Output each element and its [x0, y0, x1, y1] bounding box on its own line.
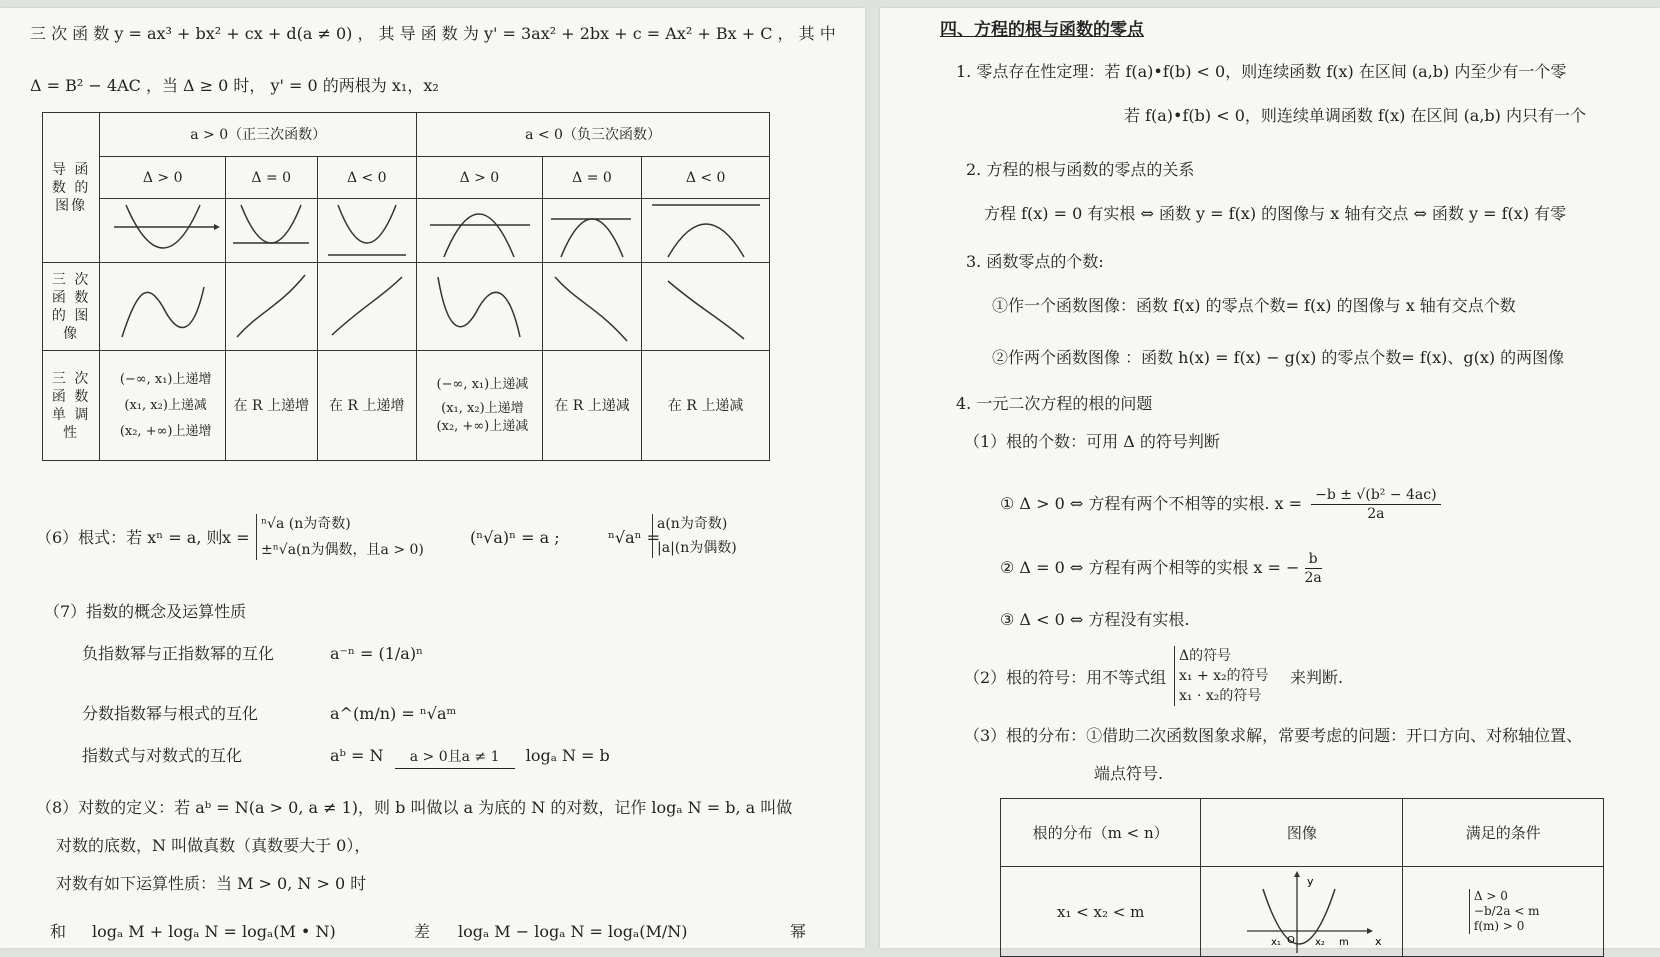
s8-line2: 对数的底数，N 叫做真数（真数要大于 0）， — [56, 836, 371, 855]
mono-cell-1: (−∞, x₁)上递增 (x₁, x₂)上递减 (x₂, +∞)上递增 — [100, 351, 226, 461]
rtab-header-2: 图像 — [1201, 799, 1403, 867]
delta-neg-1: Δ < 0 — [317, 157, 417, 199]
delta-pos-2: Δ > 0 — [417, 157, 543, 199]
s8-line4-a: 和 — [50, 922, 67, 941]
row-label-monotonic: 三 次 函 数 单 调性 — [43, 351, 100, 461]
deriv-graph-1 — [100, 199, 226, 263]
s6-rcases: a(n为奇数) |a|(n为偶数) — [650, 514, 737, 558]
graph-o-label: O — [1286, 934, 1295, 946]
graph-m-label: m — [1338, 936, 1349, 948]
header-negative: a < 0（负三次函数） — [417, 113, 770, 157]
cubic-graph-3 — [317, 263, 417, 351]
root-distribution-table — [1000, 798, 1604, 957]
s8-line4-e: 幂 — [790, 922, 807, 941]
p3a: ①作一个函数图像：函数 f(x) 的零点个数= f(x) 的图像与 x 轴有交点个数 — [992, 296, 1516, 315]
mono-cell-2: 在 R 上递增 — [226, 351, 318, 461]
s6-x: x = — [222, 528, 250, 547]
graph-y-label: y — [1306, 874, 1314, 888]
delta-pos-1: Δ > 0 — [100, 157, 226, 199]
rtab-r1-graph — [1201, 867, 1403, 957]
cubic-graph-6 — [642, 263, 770, 351]
delta-zero-1: Δ = 0 — [226, 157, 318, 199]
s6-label: （6）根式：若 xⁿ = a, 则 — [36, 528, 223, 547]
p4-2-tail: 来判断. — [1290, 668, 1344, 687]
bidirectional-arrow: a > 0且a ≠ 1 — [395, 747, 515, 767]
s7-row2-label: 分数指数幂与根式的互化 — [82, 704, 259, 723]
graph-x2-label: x₂ — [1314, 936, 1325, 948]
p1: 1. 零点存在性定理：若 f(a)•f(b) < 0，则连续函数 f(x) 在区间 (a,b) 内至少有一个零 — [956, 62, 1567, 81]
p4-2-label: （2）根的符号：用不等式组 — [964, 668, 1167, 687]
row-label-cubic: 三 次 函 数 的 图 像 — [43, 263, 100, 351]
section-title: 四、方程的根与函数的零点 — [940, 20, 1144, 40]
s6-cases: ⁿ√a (n为奇数) ±ⁿ√a(n为偶数，且a > 0) — [254, 514, 424, 560]
deriv-graph-3 — [317, 199, 417, 263]
p1b: 若 f(a)•f(b) < 0，则连续单调函数 f(x) 在区间 (a,b) 内只有一个 — [1124, 106, 1587, 125]
deriv-graph-5 — [542, 199, 642, 263]
deriv-graph-2 — [226, 199, 318, 263]
p4-1a: ① Δ > 0 ⇔ 方程有两个不相等的实根. x = $\frac{\text{−b ± √(b² − 4ac)}}{2a}$ — [1000, 486, 1441, 523]
s8-line3: 对数有如下运算性质：当 M > 0, N > 0 时 — [56, 874, 367, 893]
cubic-graph-5 — [542, 263, 642, 351]
s7-row3-formula: aᵇ = N a > 0且a ≠ 1 logₐ N = b — [330, 746, 610, 765]
delta-zero-2: Δ = 0 — [542, 157, 642, 199]
rtab-header-3: 满足的条件 — [1403, 799, 1604, 867]
p2: 2. 方程的根与函数的零点的关系 — [966, 160, 1195, 179]
header-positive: a > 0（正三次函数） — [100, 113, 417, 157]
p2b: 方程 f(x) = 0 有实根 ⇔ 函数 y = f(x) 的图像与 x 轴有交点 ⇔ 函数 y = f(x) 有零 — [984, 204, 1567, 223]
p4-2-cases: Δ的符号 x₁ + x₂的符号 x₁ · x₂的符号 — [1172, 646, 1269, 706]
s8-line4-d: logₐ M − logₐ N = logₐ(M/N) — [458, 922, 688, 941]
graph-x-label: x — [1374, 934, 1382, 948]
p4-1c: ③ Δ < 0 ⇔ 方程没有实根. — [1000, 610, 1190, 629]
left-page — [0, 8, 865, 948]
s7-row1-formula: a⁻ⁿ = (1/a)ⁿ — [330, 644, 423, 663]
rtab-r1-c3: Δ > 0 −b/2a < m f(m) > 0 — [1403, 867, 1604, 957]
cubic-graph-1 — [100, 263, 226, 351]
deriv-graph-4 — [417, 199, 543, 263]
s8-line4-b: logₐ M + logₐ N = logₐ(M • N) — [92, 922, 336, 941]
rtab-r1-c1: x₁ < x₂ < m — [1001, 867, 1201, 957]
mono-cell-4: (−∞, x₁)上递减 (x₁, x₂)上递增 (x₂, +∞)上递减 — [417, 351, 543, 461]
graph-x1-label: x₁ — [1270, 936, 1281, 948]
mono-cell-5: 在 R 上递减 — [542, 351, 642, 461]
mono-cell-3: 在 R 上递增 — [317, 351, 417, 461]
s8-line1: （8）对数的定义：若 aᵇ = N(a > 0, a ≠ 1)，则 b 叫做以 a 为底的 N 的对数，记作 logₐ N = b, a 叫做 — [36, 798, 793, 817]
s8-line4-c: 差 — [414, 922, 431, 941]
s7-title: （7）指数的概念及运算性质 — [44, 602, 247, 621]
intro-line-2: Δ = B² − 4AC ，当 Δ ≥ 0 时， y' = 0 的两根为 x₁，x₂ — [30, 76, 439, 95]
s7-row3-label: 指数式与对数式的互化 — [82, 746, 243, 765]
cubic-graph-4 — [417, 263, 543, 351]
p4-3b: 端点符号. — [1094, 764, 1164, 783]
p3: 3. 函数零点的个数: — [966, 252, 1104, 271]
intro-line-1: 三 次 函 数 y = ax³ + bx² + cx + d(a ≠ 0) ， 其 导 函 数 为 y' = 3ax² + 2bx + c = Ax² + Bx + C ， 其 中 — [30, 24, 836, 43]
delta-neg-2: Δ < 0 — [642, 157, 770, 199]
s6-mid: (ⁿ√a)ⁿ = a ; — [470, 528, 560, 547]
s7-row1-label: 负指数幂与正指数幂的互化 — [82, 644, 275, 663]
p4-1b: ② Δ = 0 ⇔ 方程有两个相等的实根 x = − $\frac{b}{2a}$ — [1000, 551, 1322, 586]
p4: 4. 一元二次方程的根的问题 — [956, 394, 1153, 413]
cubic-graph-2 — [226, 263, 318, 351]
row-label-derivative: 导 函 数 的 图像 — [43, 113, 100, 263]
s6-right: ⁿ√aⁿ = — [608, 528, 661, 547]
p4-3: （3）根的分布：①借助二次函数图象求解，常要考虑的问题：开口方向、对称轴位置、 — [964, 726, 1583, 745]
rtab-header-1: 根的分布（m < n） — [1001, 799, 1201, 867]
p4-1: （1）根的个数：可用 Δ 的符号判断 — [964, 432, 1220, 451]
deriv-graph-6 — [642, 199, 770, 263]
cubic-function-table — [42, 112, 770, 461]
s7-row2-formula: a^(m/n) = ⁿ√aᵐ — [330, 704, 457, 723]
right-page — [880, 8, 1660, 948]
mono-cell-6: 在 R 上递减 — [642, 351, 770, 461]
p3b: ②作两个函数图像 ：函数 h(x) = f(x) − g(x) 的零点个数= f(x)、g(x) 的两图像 — [992, 348, 1565, 367]
